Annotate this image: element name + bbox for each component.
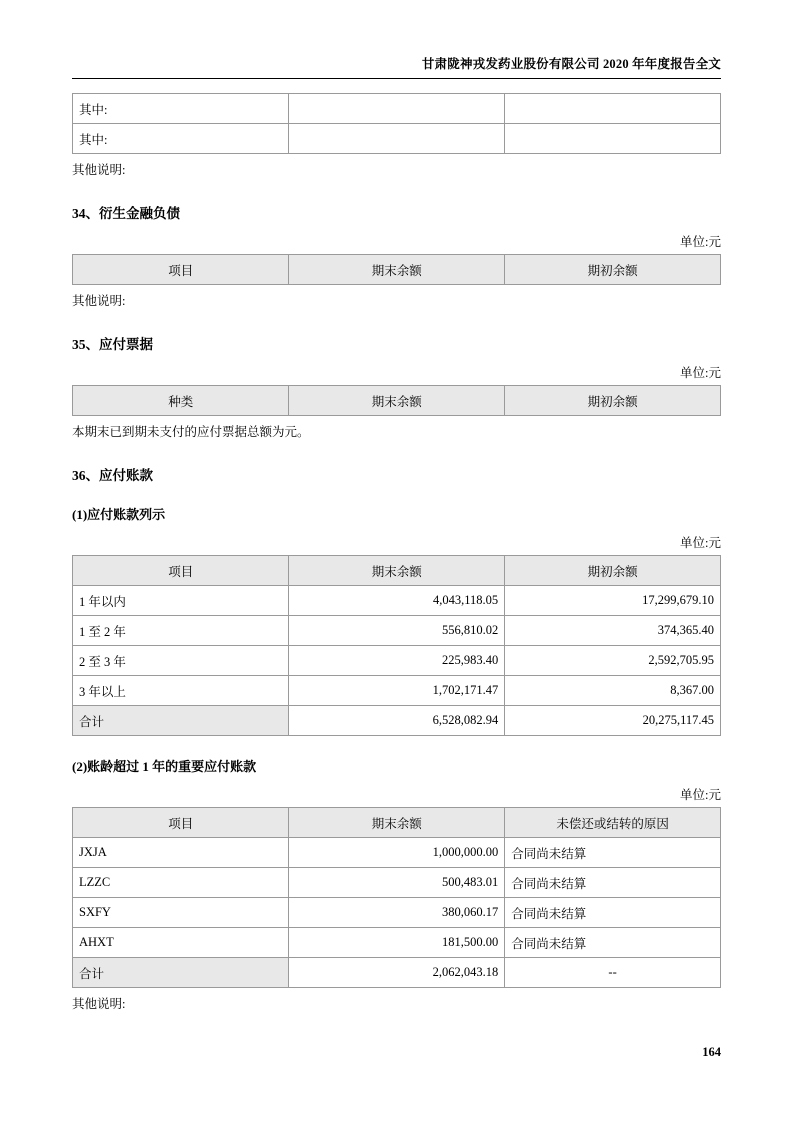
table-row [73, 94, 721, 124]
table-header-row [73, 255, 721, 285]
cell-item: 1 年以内 [73, 586, 289, 616]
table-header-row [73, 808, 721, 838]
page-number: 164 [702, 1045, 721, 1059]
cell-ending-balance: 4,043,118.05 [289, 586, 505, 616]
cell-item: LZZC [73, 868, 289, 898]
column-header-reason: 未偿还或结转的原因 [505, 808, 721, 838]
cell-ending-balance: 556,810.02 [289, 616, 505, 646]
cell-total-label: 合计 [73, 706, 289, 736]
cell-ending-balance: 181,500.00 [289, 928, 505, 958]
cell-total-ending-balance: 2,062,043.18 [289, 958, 505, 988]
accounts-payable-table [72, 555, 721, 736]
cell-beginning-balance: 17,299,679.10 [505, 586, 721, 616]
subsection-title-36-2: (2)账龄超过 1 年的重要应付账款 [72, 759, 257, 774]
table-row [73, 898, 721, 928]
unit-label-34: 单位:元 [680, 235, 721, 249]
header-divider [72, 78, 721, 79]
cell-ending-balance: 380,060.17 [289, 898, 505, 928]
other-description-1: 其他说明: [72, 163, 126, 177]
cell-reason: 合同尚未结算 [505, 868, 721, 898]
cell-item: JXJA [73, 838, 289, 868]
cell-total-label: 合计 [73, 958, 289, 988]
column-header-ending-balance: 期末余额 [289, 808, 505, 838]
table-row [73, 124, 721, 154]
cell-value [289, 124, 505, 154]
section-title-35: 35、应付票据 [72, 337, 153, 352]
continued-table [72, 93, 721, 154]
table-row [73, 838, 721, 868]
section-title-36: 36、应付账款 [72, 468, 153, 483]
cell-label: 其中: [73, 124, 289, 154]
cell-reason: 合同尚未结算 [505, 838, 721, 868]
cell-label: 其中: [73, 94, 289, 124]
table-header-row [73, 386, 721, 416]
cell-beginning-balance: 8,367.00 [505, 676, 721, 706]
subsection-title-36-1: (1)应付账款列示 [72, 507, 166, 522]
cell-item: 2 至 3 年 [73, 646, 289, 676]
running-header: 甘肃陇神戎发药业股份有限公司 2020 年年度报告全文 [421, 57, 721, 71]
table-row [73, 928, 721, 958]
unit-label-35: 单位:元 [680, 366, 721, 380]
column-header-item: 项目 [73, 556, 289, 586]
column-header-beginning-balance: 期初余额 [505, 255, 721, 285]
column-header-ending-balance: 期末余额 [289, 556, 505, 586]
cell-ending-balance: 1,000,000.00 [289, 838, 505, 868]
cell-value [289, 94, 505, 124]
cell-beginning-balance: 2,592,705.95 [505, 646, 721, 676]
cell-ending-balance: 225,983.40 [289, 646, 505, 676]
table-row [73, 616, 721, 646]
column-header-type: 种类 [73, 386, 289, 416]
cell-total-reason: -- [505, 958, 721, 988]
cell-item: SXFY [73, 898, 289, 928]
table-row [73, 646, 721, 676]
cell-item: 3 年以上 [73, 676, 289, 706]
other-description-2: 其他说明: [72, 294, 126, 308]
unit-label-36-1: 单位:元 [680, 536, 721, 550]
notes-payable-table [72, 385, 721, 416]
column-header-ending-balance: 期末余额 [289, 255, 505, 285]
column-header-beginning-balance: 期初余额 [505, 386, 721, 416]
aged-accounts-payable-table [72, 807, 721, 988]
cell-ending-balance: 500,483.01 [289, 868, 505, 898]
cell-total-ending-balance: 6,528,082.94 [289, 706, 505, 736]
column-header-ending-balance: 期末余额 [289, 386, 505, 416]
column-header-item: 项目 [73, 808, 289, 838]
derivative-liabilities-table [72, 254, 721, 285]
cell-value [505, 124, 721, 154]
notes-payable-description: 本期末已到期未支付的应付票据总额为元。 [72, 425, 310, 439]
column-header-item: 项目 [73, 255, 289, 285]
table-row [73, 868, 721, 898]
cell-value [505, 94, 721, 124]
column-header-beginning-balance: 期初余额 [505, 556, 721, 586]
cell-item: 1 至 2 年 [73, 616, 289, 646]
table-total-row [73, 958, 721, 988]
table-total-row [73, 706, 721, 736]
other-description-3: 其他说明: [72, 997, 126, 1011]
cell-reason: 合同尚未结算 [505, 898, 721, 928]
table-row [73, 676, 721, 706]
cell-item: AHXT [73, 928, 289, 958]
page-content [72, 0, 721, 1014]
cell-beginning-balance: 374,365.40 [505, 616, 721, 646]
cell-ending-balance: 1,702,171.47 [289, 676, 505, 706]
cell-total-beginning-balance: 20,275,117.45 [505, 706, 721, 736]
cell-reason: 合同尚未结算 [505, 928, 721, 958]
unit-label-36-2: 单位:元 [680, 788, 721, 802]
section-title-34: 34、衍生金融负债 [72, 206, 180, 221]
table-header-row [73, 556, 721, 586]
table-row [73, 586, 721, 616]
